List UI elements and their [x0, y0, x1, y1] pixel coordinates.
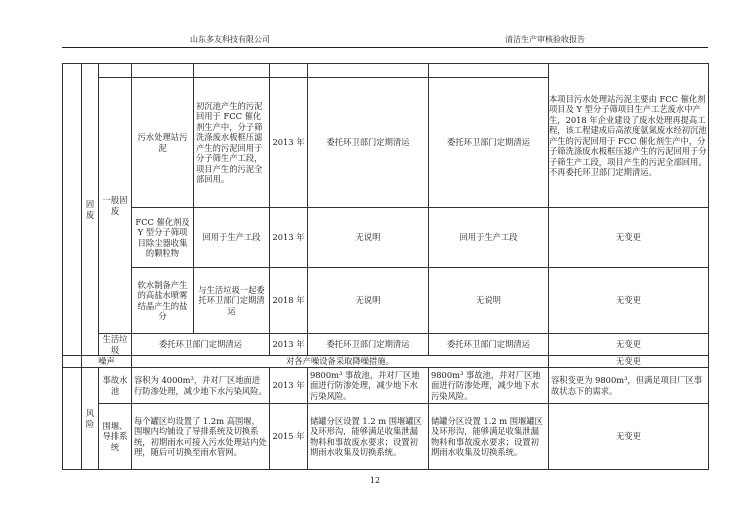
measure-cell: 与生活垃圾一起委托环卫部门定期清运 — [194, 268, 270, 334]
table-row — [63, 356, 709, 368]
page-number: 12 — [369, 476, 381, 485]
header-company: 山东多友科技有限公司 — [190, 35, 270, 44]
table-row — [63, 404, 709, 470]
eia-cell: 储罐分区设置 1.2 m 围堰罐区及环形沟，能够满足收集泄漏物料和事故废水要求；设置初期雨水收集及切换系统。 — [308, 404, 429, 470]
subcategory-domestic: 生活垃圾 — [99, 334, 132, 356]
eia-cell: 9800m³ 事故池，并对厂区地面进行防渗处理，减少地下水污染风险。 — [308, 368, 429, 404]
eia-cell: 委托环卫部门定期清运 — [308, 78, 429, 208]
table-row — [63, 64, 709, 78]
item-cell: 事故水池 — [99, 368, 132, 404]
year-cell: 2013 年 — [270, 334, 308, 356]
year-cell: 2013 年 — [270, 78, 308, 208]
eia-cell: 委托环卫部门定期清运 — [308, 334, 429, 356]
change-cell: 无变更 — [549, 356, 709, 368]
change-cell: 容积变更为 9800m³，但满足项目厂区事故状态下的需求。 — [549, 368, 709, 404]
change-cell: 无变更 — [549, 334, 709, 356]
change-cell: 无变更 — [549, 268, 709, 334]
measure-cell: 初沉池产生的污泥回用于 FCC 催化剂生产中，分子筛洗涤废水板框压滤产生的污泥回用于分子筛生产工段，项目产生的污泥全部回用。 — [194, 78, 270, 208]
change-cell: 本项目污水处理站污泥主要由 FCC 催化剂项目及 Y 型分子筛项目生产工艺废水中产生，2018 年企业建设了废水处理再提高工程，该工程建成后高浓度氨氮废水经初沉池产生的污泥回用于 FCC 催化剂生产中，分子筛洗涤废水板框压滤产生的污泥回用于分子筛生产工段，项目产生的污泥全部回用。不再委托环卫部门定期清运。 — [549, 64, 709, 208]
header-rule — [62, 47, 708, 48]
waste-measures-table — [62, 63, 709, 470]
category-noise: 噪声 — [82, 356, 132, 368]
eia-cell: 无说明 — [308, 208, 429, 268]
acceptance-cell: 委托环卫部门定期清运 — [429, 78, 549, 208]
acceptance-cell: 回用于生产工段 — [429, 208, 549, 268]
acceptance-cell: 无说明 — [429, 268, 549, 334]
year-cell: 2013 年 — [270, 208, 308, 268]
change-cell: 无变更 — [549, 404, 709, 470]
header-report-title: 清洁生产审核验收报告 — [505, 35, 585, 44]
subcategory-general-solid: 一般固废 — [99, 78, 132, 334]
category-risk: 风险 — [82, 368, 99, 470]
acceptance-cell: 委托环卫部门定期清运 — [429, 334, 549, 356]
table-row — [63, 334, 709, 356]
item-cell: 污水处理站污泥 — [132, 78, 194, 208]
acceptance-cell: 9800m³ 事故池，并对厂区地面进行防渗处理，减少地下水污染风险。 — [429, 368, 549, 404]
acceptance-cell: 储罐分区设置 1.2 m 围堰罐区及环形沟，能够满足收集泄漏物料和事故废水要求；设置初期雨水收集及切换系统。 — [429, 404, 549, 470]
year-cell: 2018 年 — [270, 268, 308, 334]
table-row — [63, 268, 709, 334]
measure-cell: 容积为 4000m³，并对厂区地面进行防渗处理，减少地下水污染风险。 — [132, 368, 270, 404]
item-cell: 软水制备产生的高盐水喷雾结晶产生的盐分 — [132, 268, 194, 334]
item-cell: 围堰、导排系统 — [99, 404, 132, 470]
year-cell: 2013 年 — [270, 368, 308, 404]
measure-cell: 回用于生产工段 — [194, 208, 270, 268]
eia-cell: 无说明 — [308, 268, 429, 334]
item-cell: FCC 催化剂及 Y 型分子筛项目除尘器收集的颗粒物 — [132, 208, 194, 268]
table-row — [63, 208, 709, 268]
year-cell: 2015 年 — [270, 404, 308, 470]
measure-cell: 每个罐区均设置了 1.2m 高围堰，围堰内均铺设了导排系统及切换系统，初期雨水可接入污水处理站内处理，随后可切换至雨水管网。 — [132, 404, 270, 470]
measure-cell: 对各产噪设备采取降噪措施。 — [132, 356, 549, 368]
category-solid-waste: 固废 — [82, 64, 99, 356]
change-cell: 无变更 — [549, 208, 709, 268]
table-row — [63, 368, 709, 404]
measure-cell: 委托环卫部门定期清运 — [132, 334, 270, 356]
